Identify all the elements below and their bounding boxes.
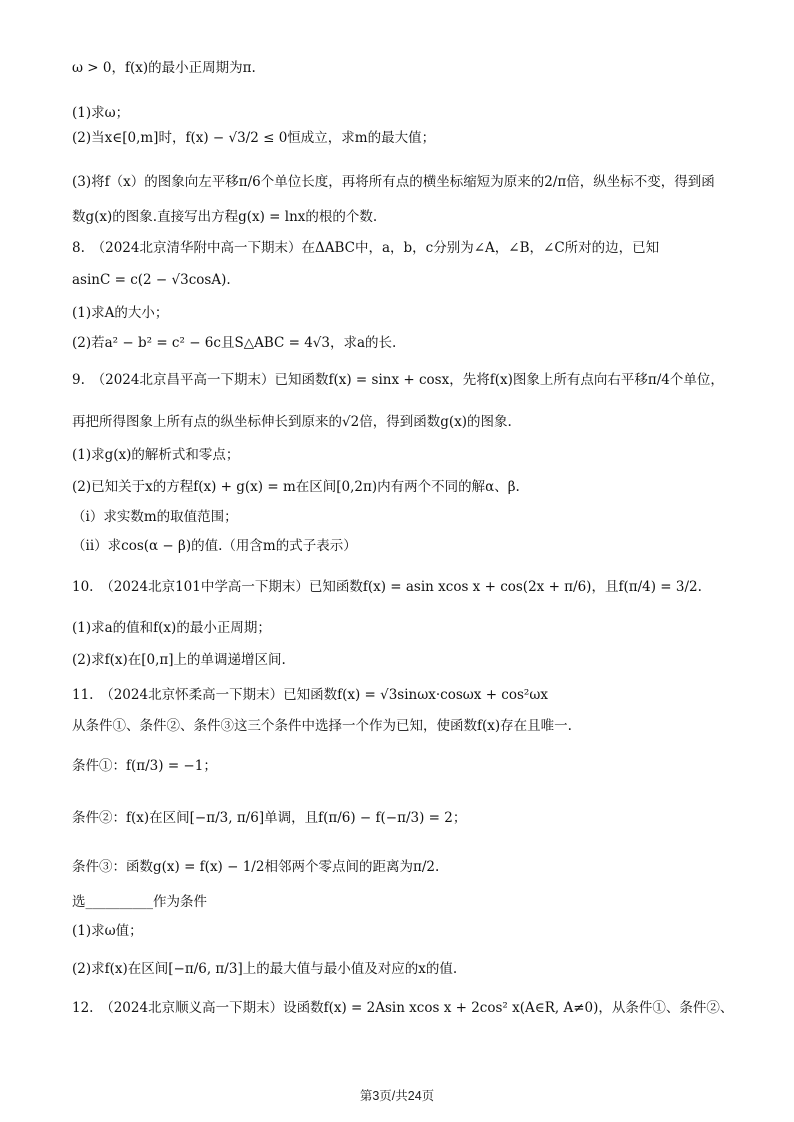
text-line: (1)求ω值；: [72, 923, 143, 939]
text-line: (1)求ω；: [72, 105, 130, 121]
text-line: (2)求f(x)在区间[−π/6, π/3]上的最大值与最小值及对应的x的值.: [72, 961, 458, 977]
condition-2: 条件②：f(x)在区间[−π/3, π/6]单调，且f(π/6) − f(−π/3) = 2；: [72, 810, 467, 826]
text-line: (1)求A的大小；: [72, 305, 169, 321]
text-line: （ii）求cos(α − β)的值.（用含m的式子表示）: [72, 538, 357, 554]
text-line: (2)当x∈[0,m]时，f(x) − √3/2 ≤ 0恒成立，求m的最大值；: [72, 130, 436, 146]
question-12-stem: 12. （2024北京顺义高一下期末）设函数f(x) = 2Asin xcos x + 2cos² x(A∈R, A≠0)，从条件①、条件②、: [72, 1000, 734, 1016]
text-line: (2)若a² − b² = c² − 6c且S△ABC = 4√3，求a的长.: [72, 335, 397, 351]
condition-1: 条件①：f(π/3) = −1；: [72, 758, 217, 774]
text-line: ω > 0，f(x)的最小正周期为π.: [72, 60, 256, 76]
text-line: (2)求f(x)在[0,π]上的单调递增区间.: [72, 652, 286, 668]
choice-blank: 选__________作为条件: [72, 894, 207, 910]
condition-3: 条件③：函数g(x) = f(x) − 1/2相邻两个零点间的距离为π/2.: [72, 859, 440, 875]
text-line: 再把所得图象上所有点的纵坐标伸长到原来的√2倍，得到函数g(x)的图象.: [72, 414, 512, 430]
question-10-stem: 10. （2024北京101中学高一下期末）已知函数f(x) = asin xcos x + cos(2x + π/6)，且f(π/4) = 3/2.: [72, 579, 702, 595]
question-8-stem: 8. （2024北京清华附中高一下期末）在ΔABC中，a，b，c分别为∠A，∠B，∠C所对的边，已知: [72, 240, 660, 256]
text-line: (1)求g(x)的解析式和零点；: [72, 447, 240, 463]
text-line: 数g(x)的图象.直接写出方程g(x) = lnx的根的个数.: [72, 209, 378, 225]
text-line: （i）求实数m的取值范围；: [72, 509, 238, 525]
text-line: 从条件①、条件②、条件③这三个条件中选择一个作为已知，使函数f(x)存在且唯一.: [72, 718, 572, 734]
question-11-stem: 11. （2024北京怀柔高一下期末）已知函数f(x) = √3sinωx·cosωx + cos²ωx: [72, 687, 548, 703]
text-line: (2)已知关于x的方程f(x) + g(x) = m在区间[0,2π)内有两个不同的解α、β.: [72, 479, 520, 495]
text-line: (1)求a的值和f(x)的最小正周期；: [72, 620, 271, 636]
page-footer: 第3页/共24页: [359, 1089, 435, 1103]
question-9-stem: 9. （2024北京昌平高一下期末）已知函数f(x) = sinx + cosx，先将f(x)图象上所有点向右平移π/4个单位，: [72, 372, 724, 388]
text-line: asinC = c(2 − √3cosA).: [72, 272, 231, 288]
text-line: (3)将f（x）的图象向左平移π/6个单位长度，再将所有点的横坐标缩短为原来的2/π倍，纵坐标不变，得到函: [72, 174, 715, 190]
